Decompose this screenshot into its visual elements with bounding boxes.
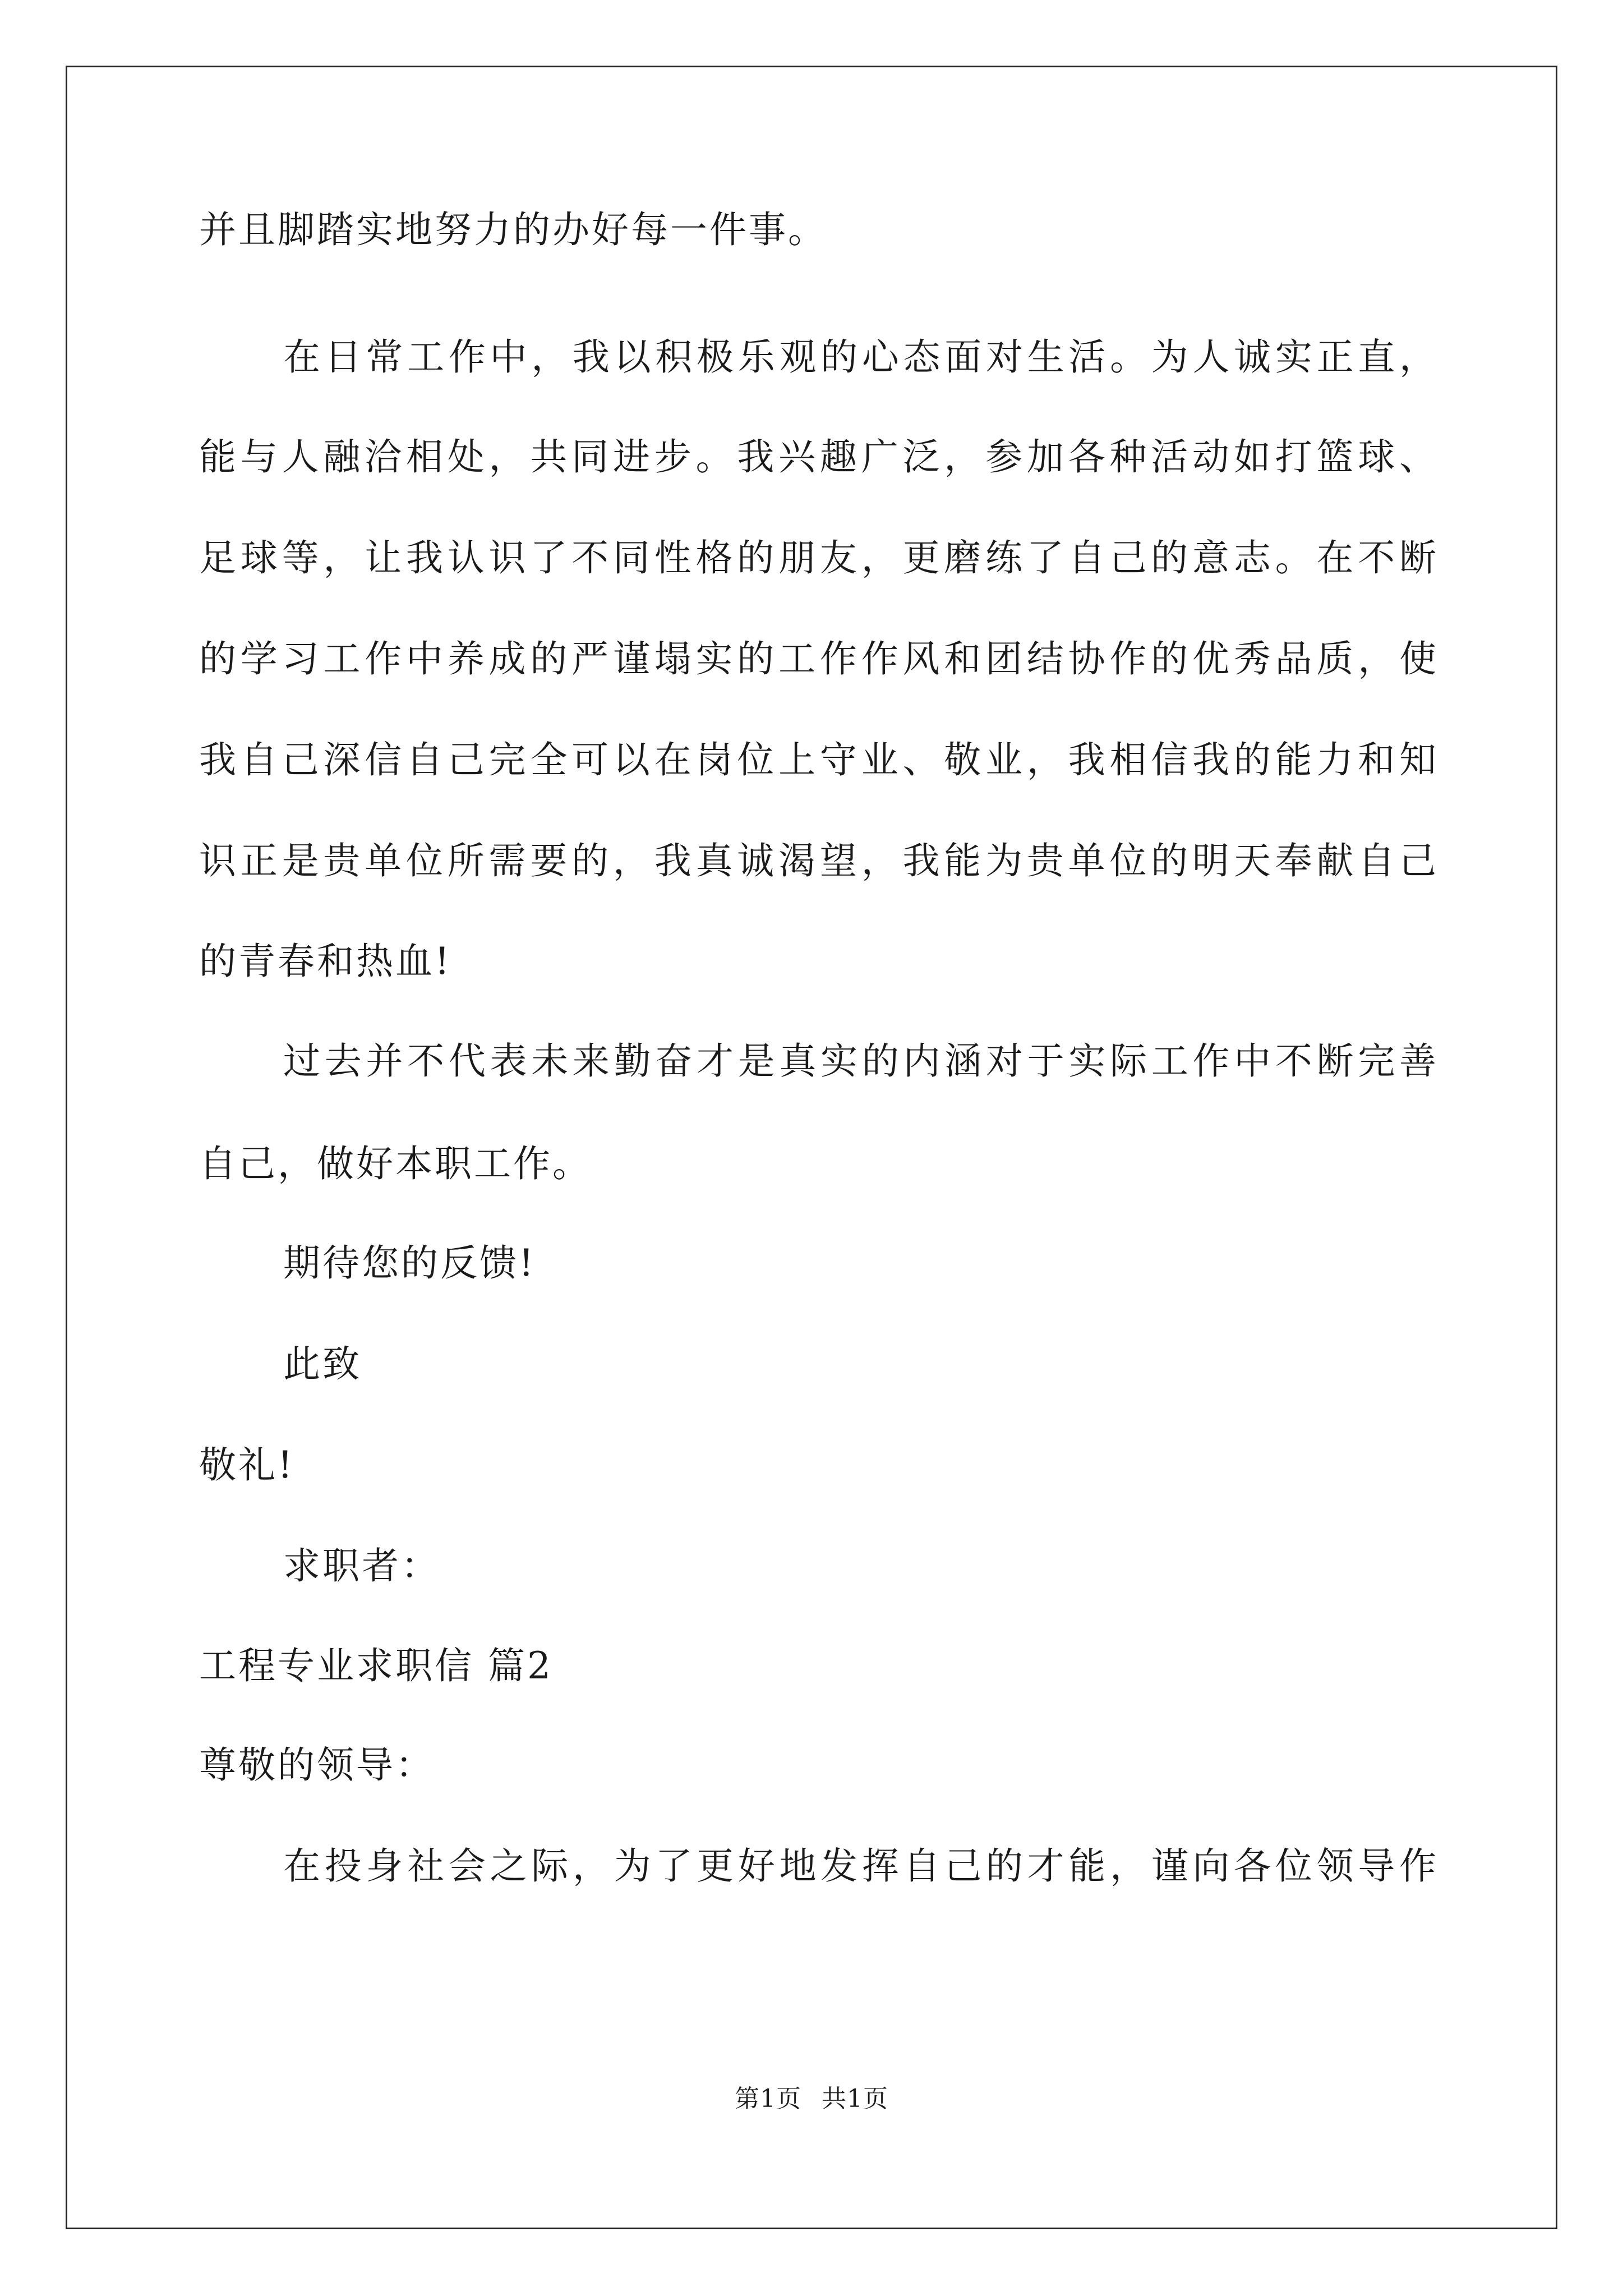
page-footer <box>0 2082 1623 2116</box>
page-total: 共1页 <box>822 2085 888 2113</box>
text-line: 能与人融洽相处，共同进步。我兴趣广泛，参加各种活动如打篮球、 <box>199 435 1438 478</box>
salutation-line: 此致 <box>283 1342 362 1386</box>
signature-label: 求职者： <box>283 1544 440 1588</box>
text-line: 自己，做好本职工作。 <box>199 1142 592 1185</box>
paragraph-start-line: 在日常工作中，我以积极乐观的心态面对生活。为人诚实正直， <box>283 335 1438 379</box>
paragraph-start-line: 过去并不代表未来勤奋才是真实的内涵对于实际工作中不断完善 <box>283 1039 1438 1083</box>
text-line: 足球等，让我认识了不同性格的朋友，更磨练了自己的意志。在不断 <box>199 536 1438 579</box>
page-number: 第1页 <box>735 2085 801 2113</box>
text-line: 并且脚踏实地努力的办好每一件事。 <box>199 208 827 251</box>
text-line: 的学习工作中养成的严谨塌实的工作作风和团结协作的优秀品质，使 <box>199 637 1438 680</box>
salutation-line: 敬礼! <box>199 1443 295 1487</box>
text-line: 的青春和热血! <box>199 940 452 983</box>
greeting-line: 尊敬的领导： <box>199 1743 435 1787</box>
section-heading: 工程专业求职信 篇2 <box>199 1644 553 1687</box>
closing-line: 期待您的反馈! <box>283 1241 536 1285</box>
text-line: 识正是贵单位所需要的，我真诚渴望，我能为贵单位的明天奉献自己 <box>199 839 1438 882</box>
text-line: 我自己深信自己完全可以在岗位上守业、敬业，我相信我的能力和知 <box>199 738 1438 781</box>
paragraph-start-line: 在投身社会之际，为了更好地发挥自己的才能，谨向各位领导作 <box>283 1844 1438 1888</box>
